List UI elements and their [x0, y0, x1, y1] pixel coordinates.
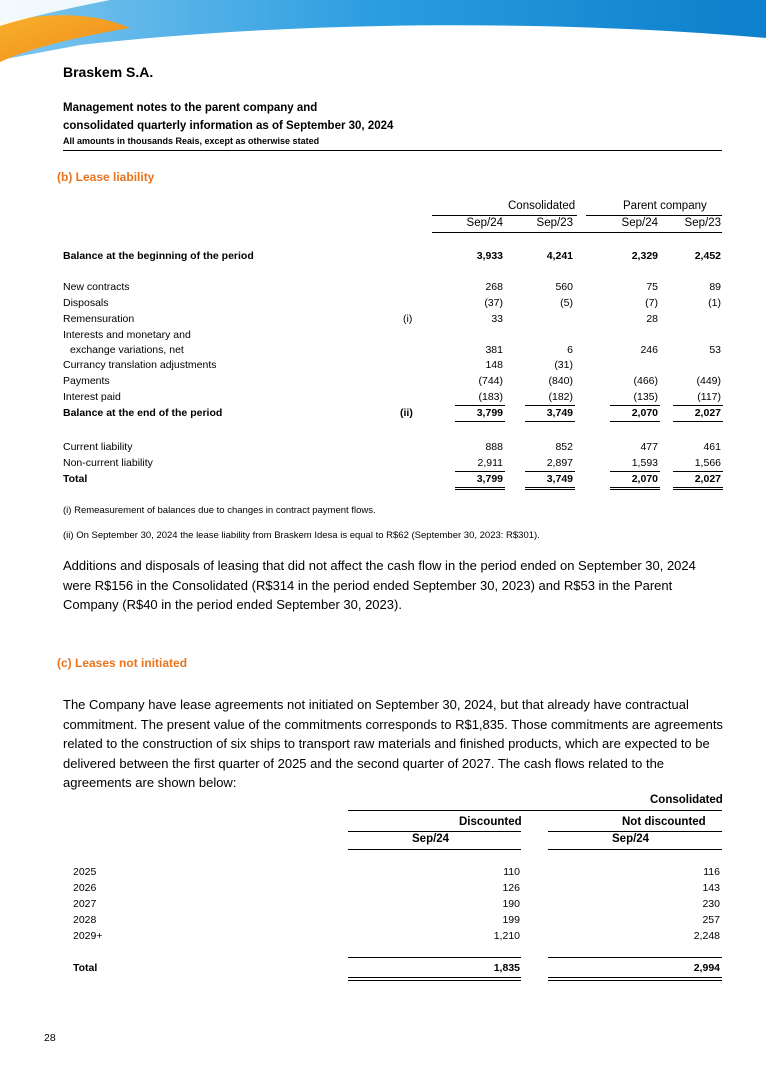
row-label: Interests and monetary and: [63, 329, 191, 341]
row-note: (ii): [400, 407, 413, 419]
rule: [673, 489, 723, 490]
section-c-title: (c) Leases not initiated: [57, 656, 188, 670]
cell: (7): [645, 297, 658, 309]
cell: 852: [555, 441, 573, 453]
section-b-title: (b) Lease liability: [57, 170, 155, 184]
row-label: Balance at the end of the period: [63, 407, 223, 419]
cell: (449): [696, 375, 721, 387]
rule: [525, 471, 575, 472]
rule: [455, 489, 505, 490]
cell: 3,799: [476, 407, 503, 419]
cell: 190: [502, 898, 520, 910]
group-consolidated: Consolidated: [508, 200, 576, 212]
rule: [348, 810, 722, 811]
row-label: Currancy translation adjustments: [63, 359, 217, 371]
rule: [586, 215, 722, 216]
cell: (744): [478, 375, 503, 387]
cell: (117): [697, 391, 721, 403]
group-consolidated-c: Consolidated: [650, 794, 723, 806]
period-not-discounted: Sep/24: [612, 833, 650, 845]
rule: [673, 487, 723, 488]
row-label: Total: [63, 473, 88, 485]
cell: 53: [709, 344, 721, 356]
rule: [432, 232, 722, 233]
col-header: Sep/24: [621, 217, 658, 229]
row-label-cont: exchange variations, net: [70, 344, 184, 356]
rule: [525, 489, 575, 490]
paragraph-leases-not-initiated: The Company have lease agreements not initiated on September 30, 2024, but that already have contractual commitment. The present value of the commitments corresponds to R$1,835. Those commitments are agreements related to the construction of six ships to transport raw materials and finished products, which are expected to be delivered between the first quarter of 2025 and the second quarter of 2027. The cash flows related to the agreements are shown below:: [63, 697, 723, 790]
rule: [455, 421, 505, 422]
cell: 3,749: [546, 473, 573, 485]
rule: [548, 957, 722, 958]
col-discounted: Discounted: [459, 816, 522, 828]
rule: [548, 980, 722, 981]
rule: [455, 487, 505, 488]
cell: 148: [485, 359, 503, 371]
year-label: 2026: [73, 882, 97, 894]
total-label: Total: [73, 962, 98, 974]
cell: 116: [703, 866, 720, 878]
rule: [548, 977, 722, 978]
period-discounted: Sep/24: [412, 833, 450, 845]
cell: 2,897: [546, 457, 573, 469]
cell: 477: [640, 441, 658, 453]
row-label: Remensuration: [63, 313, 135, 325]
year-label: 2029+: [73, 930, 103, 942]
rule: [610, 405, 660, 406]
cell: 143: [702, 882, 720, 894]
cell: 1,566: [694, 457, 721, 469]
year-label: 2027: [73, 898, 97, 910]
company-name: Braskem S.A.: [63, 64, 154, 80]
cell: 4,241: [546, 250, 573, 262]
cell: 2,070: [631, 473, 658, 485]
year-label: 2025: [73, 866, 97, 878]
cell: 381: [485, 344, 503, 356]
footnote-ii: (ii) On September 30, 2024 the lease liability from Braskem Idesa is equal to R$62 (September 30, 2023: R$301).: [63, 530, 540, 541]
rule: [548, 831, 722, 832]
cell: (840): [548, 375, 573, 387]
cell: (37): [484, 297, 503, 309]
rule: [525, 405, 575, 406]
rule: [610, 489, 660, 490]
cell: 2,329: [631, 250, 658, 262]
cell: 2,911: [477, 457, 503, 469]
paragraph-additions: Additions and disposals of leasing that did not affect the cash flow in the period ended on September 30, 2024 were R$156 in the Consolidated (R$314 in the period ended September 30, 2023) and R$53 in the Parent Company (R$40 in the period ended September 30, 2023).: [63, 558, 696, 612]
footnote-i: (i) Remeasurement of balances due to changes in contract payment flows.: [63, 505, 376, 516]
cell: 89: [709, 281, 721, 293]
page-number: 28: [44, 1032, 56, 1044]
cell: 1,210: [493, 930, 520, 942]
row-label: Interest paid: [63, 391, 121, 403]
col-not-discounted: Not discounted: [622, 816, 706, 828]
cell: 257: [702, 914, 720, 926]
col-header: Sep/23: [684, 217, 721, 229]
cell: 461: [703, 441, 721, 453]
cell: 1,593: [631, 457, 658, 469]
cell: 2,027: [694, 473, 721, 485]
cell: 6: [567, 344, 573, 356]
cell: 230: [702, 898, 720, 910]
rule: [525, 421, 575, 422]
col-header: Sep/23: [536, 217, 573, 229]
report-subtitle-line3: All amounts in thousands Reais, except as otherwise stated: [63, 136, 320, 146]
row-label: Balance at the beginning of the period: [63, 250, 254, 262]
row-label: Current liability: [63, 441, 133, 453]
rule: [348, 849, 521, 850]
cell: (31): [554, 359, 573, 371]
rule: [673, 405, 723, 406]
cell: (466): [633, 375, 658, 387]
cell: (183): [478, 391, 503, 403]
header-divider: [63, 150, 722, 151]
row-label: New contracts: [63, 281, 130, 293]
cell: 126: [502, 882, 520, 894]
cell: 110: [503, 866, 520, 878]
cell: 75: [646, 281, 658, 293]
cell: 2,027: [694, 407, 721, 419]
year-label: 2028: [73, 914, 97, 926]
cell: 28: [646, 313, 658, 325]
cell: (135): [633, 391, 658, 403]
cell: 33: [491, 313, 503, 325]
col-header: Sep/24: [466, 217, 503, 229]
cell: 888: [485, 441, 503, 453]
rule: [348, 980, 521, 981]
cell: 2,994: [693, 962, 720, 974]
cell: 246: [640, 344, 658, 356]
cell: (5): [560, 297, 573, 309]
rule: [348, 977, 521, 978]
header-banner: [0, 0, 766, 70]
rule: [432, 215, 577, 216]
report-subtitle-line1: Management notes to the parent company and: [63, 102, 318, 114]
rule: [673, 471, 723, 472]
rule: [455, 405, 505, 406]
rule: [348, 957, 521, 958]
rule: [673, 421, 723, 422]
cell: 1,835: [493, 962, 520, 974]
cell: 3,749: [546, 407, 573, 419]
rule: [525, 487, 575, 488]
cell: 199: [502, 914, 520, 926]
row-note: (i): [403, 313, 413, 325]
cell: 2,070: [631, 407, 658, 419]
cell: 2,248: [693, 930, 720, 942]
cell: (1): [708, 297, 721, 309]
cell: 268: [485, 281, 503, 293]
report-subtitle-line2: consolidated quarterly information as of September 30, 2024: [63, 120, 394, 132]
row-label: Payments: [63, 375, 110, 387]
cell: 560: [555, 281, 573, 293]
row-label: Non-current liability: [63, 457, 153, 469]
cell: 3,799: [476, 473, 503, 485]
rule: [610, 487, 660, 488]
rule: [455, 471, 505, 472]
group-parent-company: Parent company: [623, 200, 707, 212]
rule: [610, 471, 660, 472]
cell: (182): [548, 391, 573, 403]
cell: 3,933: [476, 250, 503, 262]
cell: 2,452: [694, 250, 721, 262]
row-label: Disposals: [63, 297, 109, 309]
rule: [348, 831, 521, 832]
rule: [610, 421, 660, 422]
rule: [548, 849, 722, 850]
